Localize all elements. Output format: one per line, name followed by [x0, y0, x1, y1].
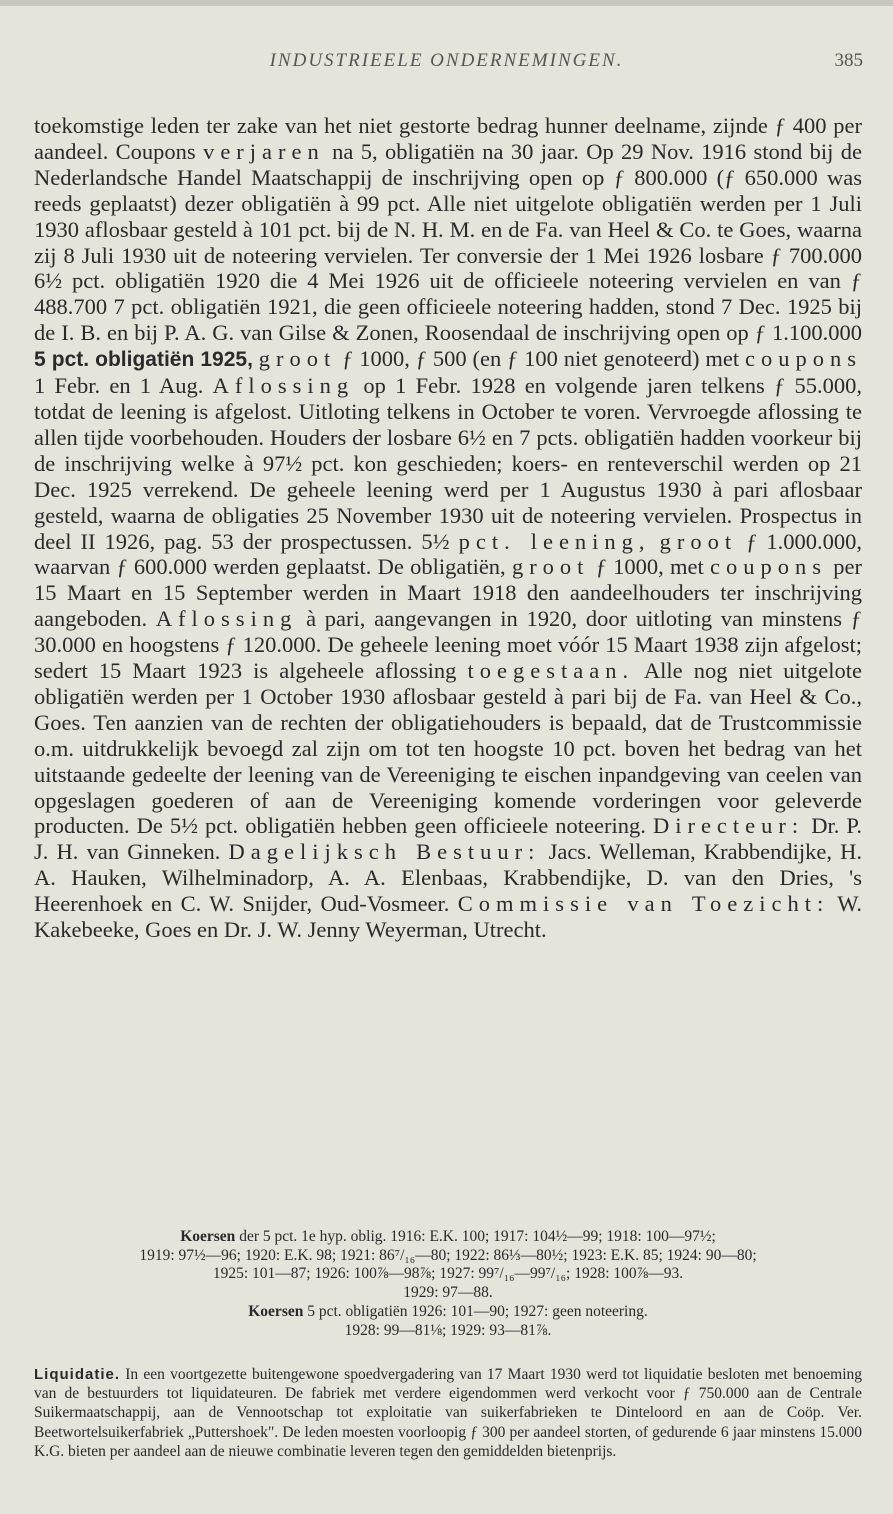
price-label: Koersen: [248, 1303, 304, 1320]
spaced-word: toegestaan.: [467, 658, 635, 684]
text-run: toekomstige leden ter zake van het niet gestorte bedrag hunner deelname, zijnde ƒ 400 per aandeel. Coupons: [34, 113, 862, 164]
main-paragraph: [34, 113, 862, 943]
spaced-word: Aflossing: [155, 606, 298, 632]
text-run: Dr. P. J. H. van Ginneken.: [34, 813, 863, 865]
price-text: 5 pct. obligatiën 1926: 101—90; 1927: geen noteering.: [307, 1303, 648, 1320]
text-run: Jacs. Welleman, Krabbendijke, H. A. Hauken, Wilhelminadorp, A. A. Elenbaas, Krabbendijke, D. van den Dries, 's Heerenhoek en C. W. Snijder, Oud-Vosmeer.: [34, 839, 863, 917]
section-heading: 5 pct. obligatiën 1925,: [34, 348, 253, 372]
price-label: Koersen: [180, 1228, 236, 1245]
text-run: 1 Febr. en 1 Aug.: [34, 373, 204, 399]
spaced-word: Aflossing: [212, 373, 355, 399]
text-run: ƒ 1000, ƒ 500 (en ƒ 100 niet genoteerd) met: [342, 346, 740, 372]
page-header: [0, 50, 893, 80]
page-number: 385: [834, 50, 863, 71]
running-title: INDUSTRIEELE ONDERNEMINGEN.: [269, 50, 624, 71]
price-line: 1919: 97½—96; 1920: E.K. 98; 1921: 86⁷/₁₆—80; 1922: 86⅓—80½; 1923: E.K. 85; 1924: 90—80;: [139, 1246, 757, 1264]
price-line: 1925: 101—87; 1926: 100⅞—98⅞; 1927: 99⁷/₁₆—99⁷/₁₆; 1928: 100⅞—93.: [212, 1265, 684, 1282]
text-run: op 1 Febr. 1928 en volgende jaren telkens ƒ 55.000, totdat de leening is afgelost. Uitloting telkens in October te voren. Vervroegde aflossing te allen tijde voorbehouden. Houders der losbare 6½ en 7 pcts. obligatiën hadden voorkeur bij de inschrijving welke à 97½ pct. kon geschieden; koers- en renteverschil werden op 21 Dec. 1925 verrekend. De geheele leening werd per 1 Augustus 1930 à pari aflosbaar gesteld, waarna de obligaties 25 November 1930 uit de noteering vervielen. Prospectus in deel II 1926, pag. 53 der prospectussen. 5½: [34, 373, 863, 554]
spaced-word: groot: [258, 346, 337, 372]
spaced-word: verjaren: [203, 138, 325, 164]
text-run: ƒ 1000, met: [595, 554, 704, 580]
price-quotes-2: [34, 1303, 862, 1340]
spaced-word: pct. leening,: [458, 528, 651, 554]
text-run: à pari, aangevangen in 1920, door uitloting van minstens ƒ 30.000 en hoogstens ƒ 120.000. De geheele leening moet vóór 15 Maart 1938 zijn afgelost; sedert 15 Maart 1923 is algeheele aflossing: [34, 606, 863, 684]
price-line: 1929: 97—88.: [403, 1283, 493, 1301]
spaced-word: coupons: [745, 346, 863, 372]
price-line: [34, 1228, 862, 1247]
price-quotes-1: [34, 1228, 862, 1302]
liquidation-heading: Liquidatie.: [34, 1366, 120, 1383]
spaced-word: Directeur:: [652, 813, 805, 839]
liquidation-text: In een voortgezette buitengewone spoedvergadering van 17 Maart 1930 werd tot liquidatie besloten met benoeming van de bestuurders tot liquidateuren. De fabriek met verdere eigendommen werd verkocht voor ƒ 750.000 aan de Centrale Suikermaatschappij, aan de Vennootschap tot exploitatie van suikerfabrieken te Dinteloord en aan de Coöp. Ver. Beetwortelsuikerfabriek „Puttershoek". De leden moesten voorloopig ƒ 300 per aandeel storten, of gedurende 6 jaar minstens 15.000 K.G. bieten per aandeel aan de nieuwe combinatie leveren tegen den gemiddelden bietenprijs.: [34, 1366, 863, 1460]
text-run: W. Kakebeeke, Goes en Dr. J. W. Jenny Weyerman, Utrecht.: [34, 891, 863, 943]
paragraph-text: [34, 113, 862, 943]
top-edge: [0, 0, 893, 6]
price-line: 1928: 99—81⅛; 1929: 93—81⅞.: [344, 1321, 552, 1339]
liquidation-section: [34, 1365, 862, 1461]
text-run: Alle nog niet uitgelote obligatiën werden per 1 October 1930 aflosbaar gesteld à pari bij de Fa. van Heel & Co., Goes. Ten aanzien van de rechten der obligatiehouders is bepaald, dat de Trustcommissie o.m. uitdrukkelijk bevoegd zal zijn om tot ten hoogste 10 pct. boven het bedrag van het uitstaande gedeelte der leening van de Vereeniging te eischen inpandgeving van ceelen van opgeslagen goederen of aan de Vereeniging komende vorderingen voor geleverde producten. De 5½ pct. obligatiën hebben geen officieele noteering.: [34, 658, 863, 839]
liquidation-paragraph: [34, 1365, 862, 1461]
price-text: der 5 pct. 1e hyp. oblig. 1916: E.K. 100; 1917: 104½—99; 1918: 100—97½;: [239, 1228, 716, 1245]
spaced-word: Commissie van Toezicht:: [457, 891, 830, 917]
spaced-word: groot: [659, 528, 738, 554]
spaced-word: coupons: [710, 554, 828, 580]
price-line: [34, 1303, 862, 1322]
text-run: ƒ 1.000.000, waarvan ƒ 600.000 werden geplaatst. De obligatiën,: [34, 528, 863, 580]
spaced-word: Dagelijksch Bestuur:: [228, 839, 541, 865]
text-run: per 15 Maart en 15 September werden in Maart 1918 den aandeelhouders ter inschrijving aangeboden.: [34, 554, 863, 632]
text-run: na 5, obligatiën na 30 jaar. Op 29 Nov. 1916 stond bij de Nederlandsche Handel Maatschappij de inschrijving open op ƒ 800.000 (ƒ 650.000 was reeds geplaatst) dezer obligatiën à 99 pct. Alle niet uitgelote obligatiën werden per 1 Juli 1930 aflosbaar gesteld à 101 pct. bij de N. H. M. en de Fa. van Heel & Co. te Goes, waarna zij 8 Juli 1930 uit de noteering vervielen. Ter conversie der 1 Mei 1926 losbare ƒ 700.000 6½ pct. obligatiën 1920 die 4 Mei 1926 uit de officieele noteering vervielen en van ƒ 488.700 7 pct. obligatiën 1921, die geen officieele noteering hadden, stond 7 Dec. 1925 bij de I. B. en bij P. A. G. van Gilse & Zonen, Roosendaal de inschrijving open op ƒ 1.100.000: [34, 138, 862, 346]
spaced-word: groot: [511, 554, 590, 580]
